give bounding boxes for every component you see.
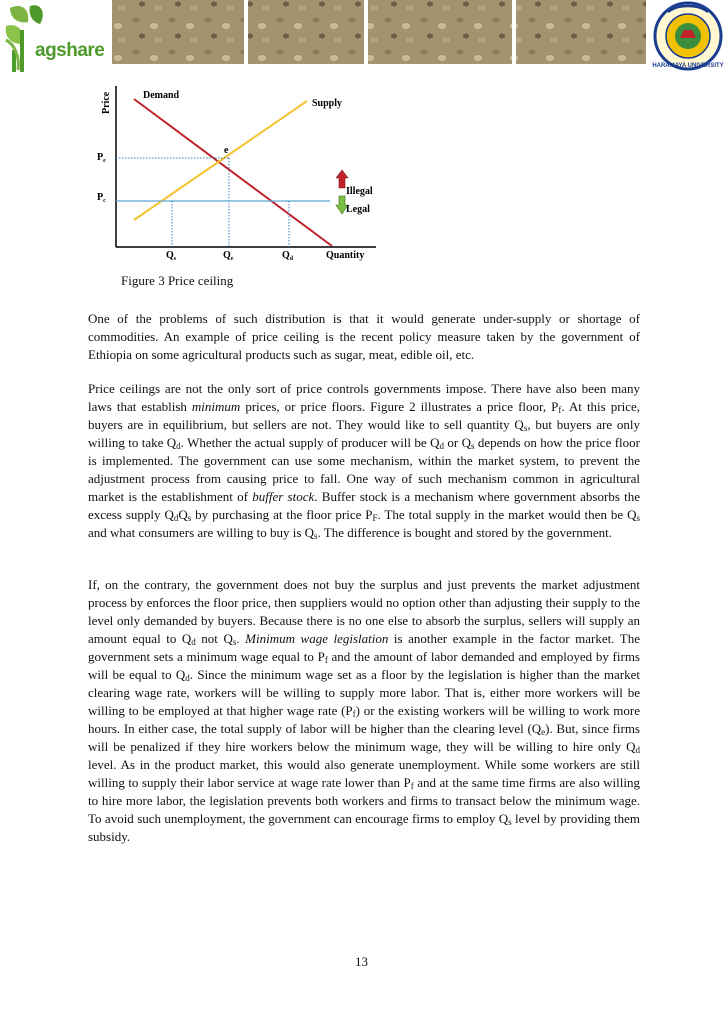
supply-label: Supply xyxy=(312,98,343,109)
price-ceiling-chart xyxy=(94,84,384,264)
paragraph-1-text: One of the problems of such distribution is that it would generate under-supply or shortage of commodities. An example of price ceiling is the recent policy measure taken by the government of Ethiopia on some agricultural products such as sugar, meat, edible oil, etc. xyxy=(88,311,640,362)
banner-divider xyxy=(244,0,248,64)
haramaya-university-seal xyxy=(648,0,728,72)
paragraph-3: If, on the contrary, the government does not buy the surplus and just prevents the market adjustment process by enforces the floor price, then suppliers would no option other than adjusting their supply to the level only demanded by buyers. Because there is no one else to absorb the surplus, sellers will supply an amount equal to $Q_d$ not $Q_s$. Minimum wage legislation is another example in the factor market. The government sets a minimum wage equal to $P_f$ and the amount of labor demanded and employed by firms will be equal to $Q_d$. Since the minimum wage set as a floor by the legislation is higher than the market clearing wage rate, workers will be willing to supply more labor. That is, either more workers will be willing to be employed at that higher wage rate $(P_f)$ or the existing workers will be willing to work more hours. In either case, the total supply of labor will be higher than the clearing level $(Q_e)$. But, since firms will be penalized if they hire workers below the minimum wage, they will be willing to hire only $Q_d$ level. As in the product market, this would also generate unemployment. While some workers are still willing to supply their labor service at wage rate lower than $P_f$ and at the same time firms are also willing to hire more labor, the legislation prevents both workers and firms to transact below the minimum wage. To avoid such unemployment, the government can encourage firms to employ $Q_s$ level by providing them subsidy. xyxy=(88,577,641,844)
pc-label: $P_c$ xyxy=(97,192,106,204)
page-number: 13 xyxy=(355,954,368,969)
banner-divider xyxy=(512,0,516,64)
illegal-label: Illegal xyxy=(346,186,373,197)
seal-label: HARAMAYA UNIVERSITY xyxy=(652,63,724,69)
logo-text: agshare xyxy=(35,40,105,61)
qe-label: $Q_e$ xyxy=(223,250,234,262)
x-axis-label: Quantity xyxy=(326,250,365,261)
paragraph-2: Price ceilings are not the only sort of price controls governments impose. There have also been many laws that establish minimum prices, or price floors. Figure 2 illustrates a price floor, $P_f$. At this price, buyers are in equilibrium, but sellers are not. They would like to sell quantity $Q_s$, but buyers are only willing to take $Q_d$. Whether the actual supply of producer will be $Q_d$ or $Q_s$ depends on how the price floor is implemented. The government can use some mechanism, within the market system, to prevent the adjustment process from causing price to fall. One way of such mechanism common in agricultural market is the establishment of buffer stock. Buffer stock is a mechanism where government absorbs the excess supply $Q_dQ_s$ by purchasing at the floor price $P_F$. The total supply in the market would then be $Q_s$ and what consumers are willing to buy is $Q_s$. The difference is bought and stored by the government. xyxy=(88,381,641,541)
legal-label: Legal xyxy=(346,204,370,215)
header-banner xyxy=(0,0,728,80)
y-axis-label: Price xyxy=(101,91,112,114)
qs-label: $Q_s$ xyxy=(166,250,177,262)
qd-label: $Q_d$ xyxy=(282,250,294,262)
demand-curve xyxy=(134,99,332,246)
paragraph-1 xyxy=(88,310,640,364)
coffee-beans-banner xyxy=(112,0,646,64)
equilibrium-label: e xyxy=(224,145,229,156)
pe-label: $P_e$ xyxy=(97,152,106,164)
banner-divider xyxy=(364,0,368,64)
demand-label: Demand xyxy=(143,90,180,101)
figure-caption: Figure 3 Price ceiling xyxy=(121,273,234,288)
agshare-logo xyxy=(0,0,112,80)
